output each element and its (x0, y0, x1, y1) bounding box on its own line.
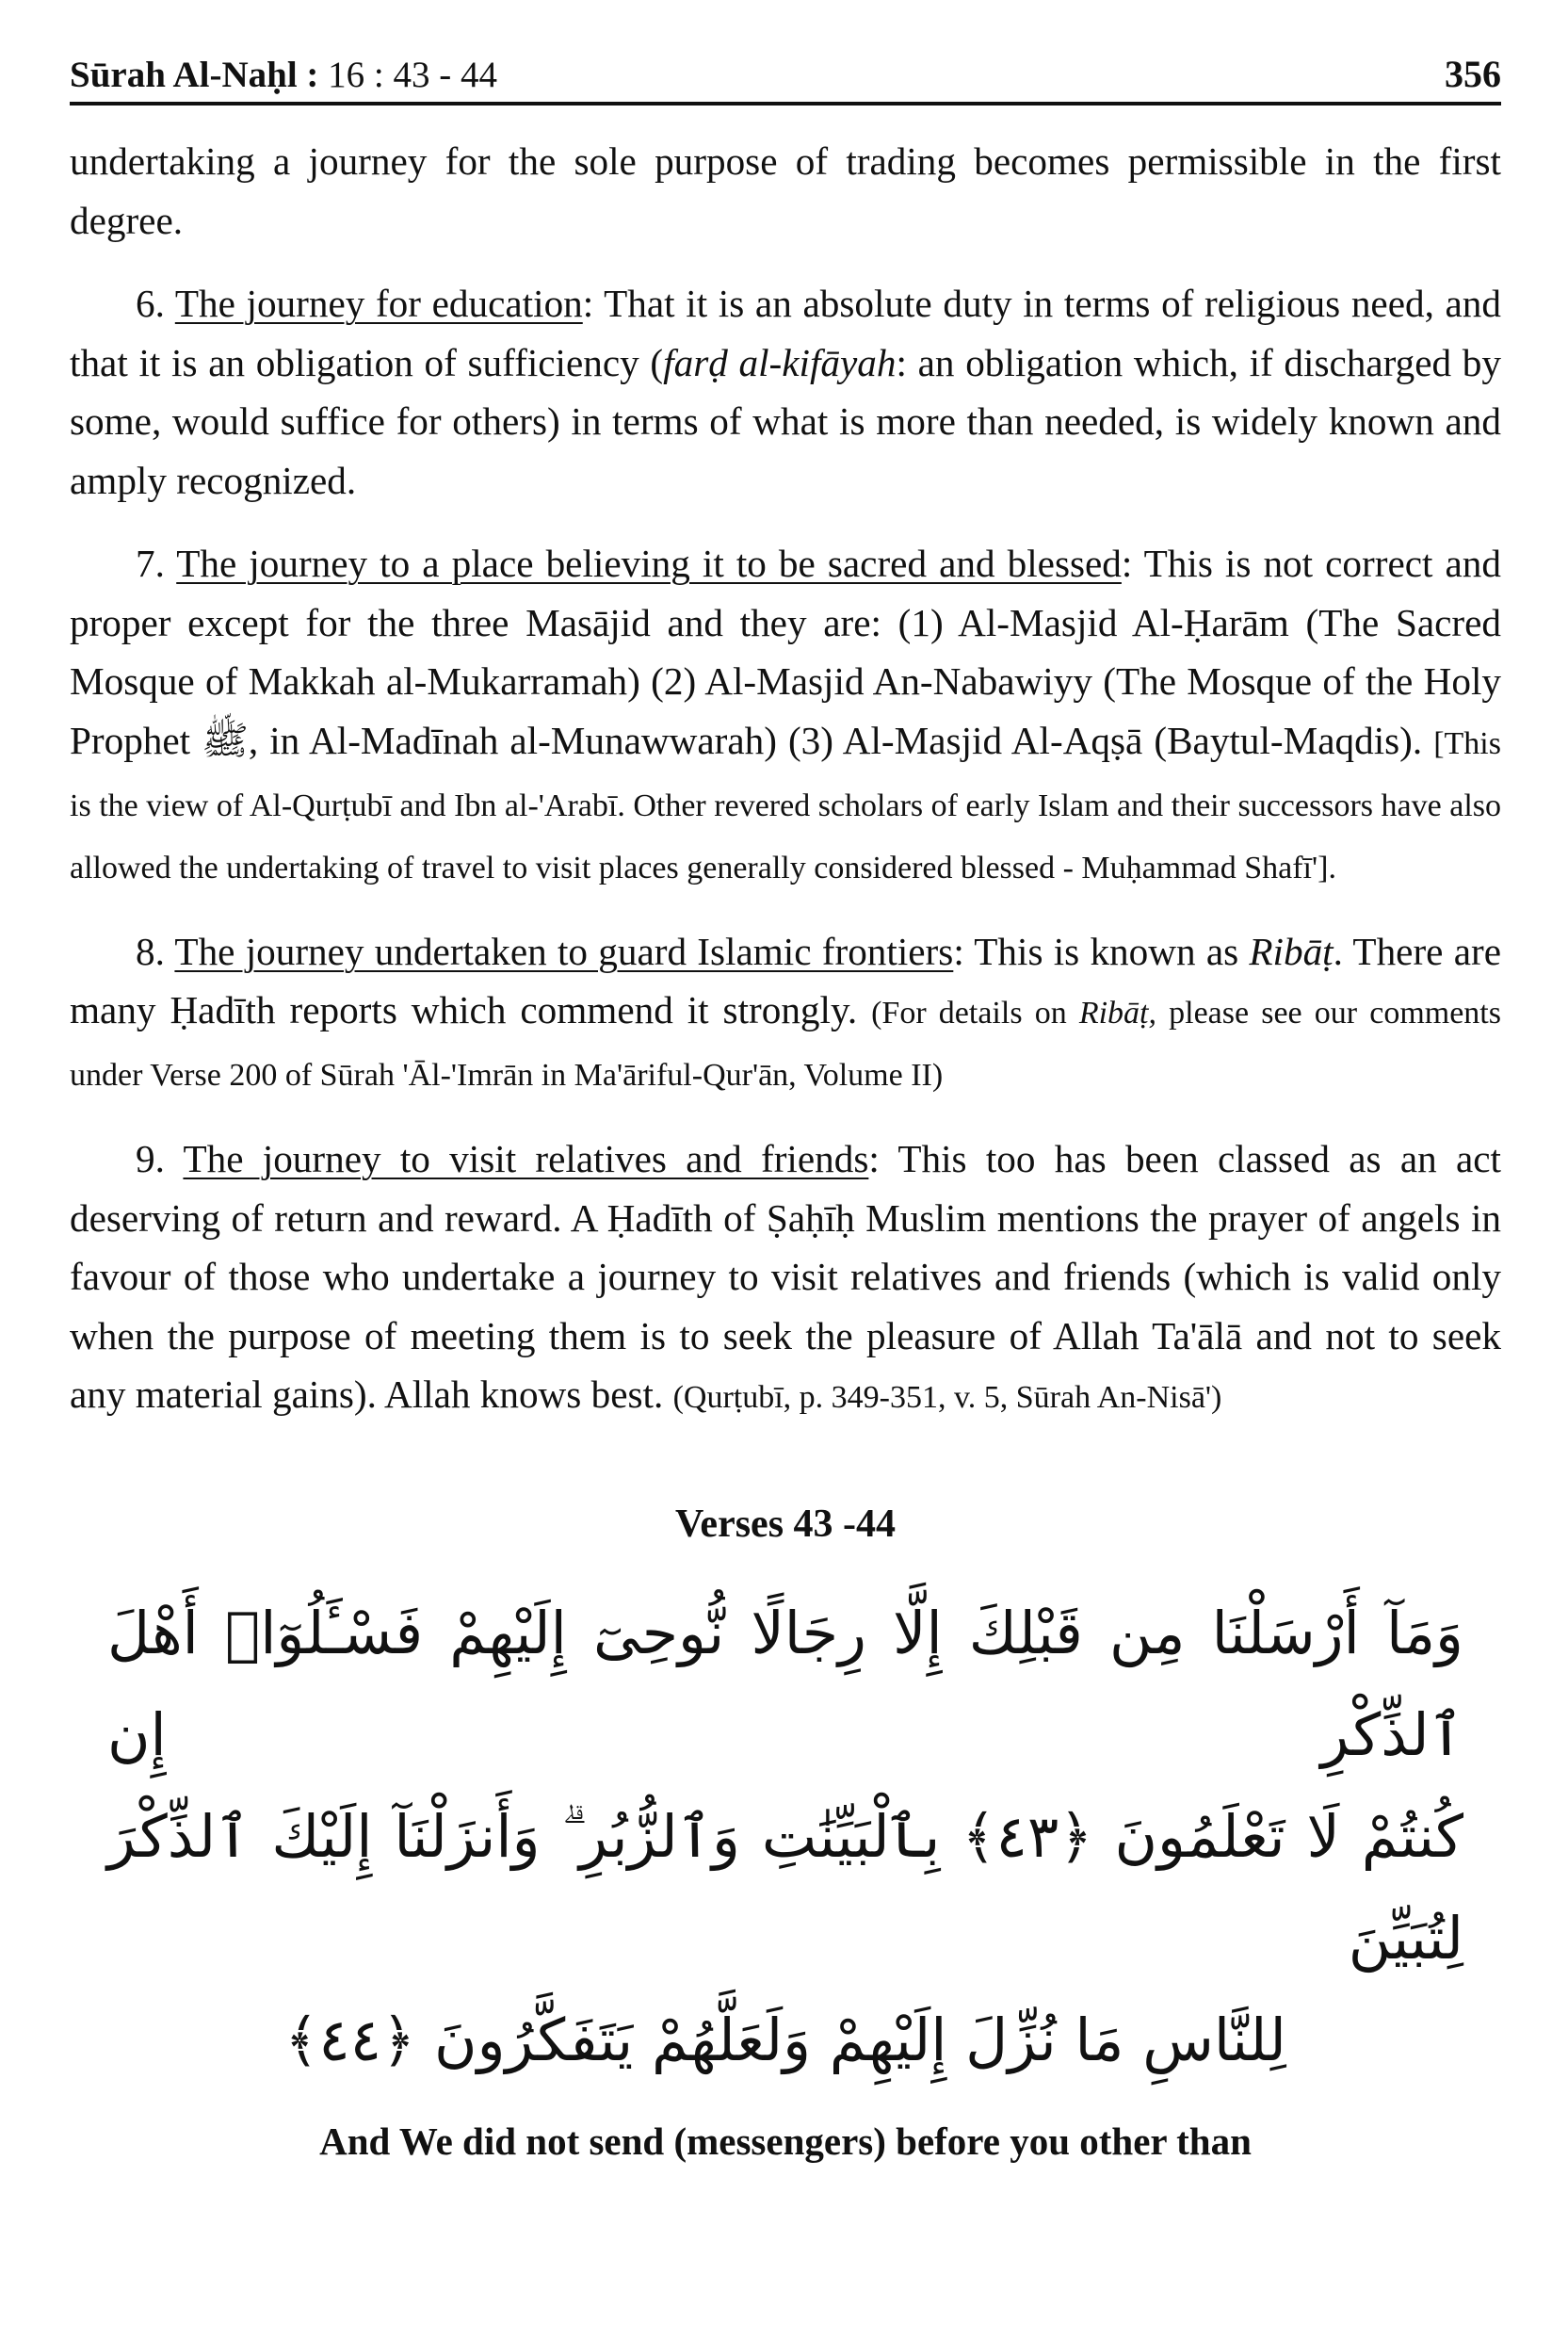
verse-reference: 16 : 43 - 44 (318, 55, 497, 95)
reference-note: (For details on Ribāṭ, please see our comments under Verse 200 of Sūrah 'Āl-'Imrān in Ma'āriful-Qur'ān, Volume II) (70, 996, 1501, 1093)
page-body (70, 132, 1501, 2170)
paragraph-9: 9. The journey to visit relatives and friends: This too has been classed as an act deserving of return and reward. A Ḥadīth of Ṣaḥīḥ Muslim mentions the prayer of angels in favour of those who undertake a journey to visit relatives and friends (which is valid only when the purpose of meeting them is to seek the pleasure of Allah Ta'ālā and not to seek any material gains). Allah knows best. (Qurṭubī, p. 349-351, v. 5, Sūrah An-Nisā') (70, 1137, 1501, 1416)
item-heading: The journey to a place believing it to be sacred and blessed (176, 542, 1122, 585)
verses-heading: Verses 43 -44 (674, 1502, 897, 1546)
surah-name: Sūrah Al-Naḥl : (70, 55, 319, 95)
running-header (70, 38, 1501, 106)
paragraph-continued: undertaking a journey for the sole purpose of trading becomes permissible in the first degree. (70, 139, 1501, 242)
paragraph-8: 8. The journey undertaken to guard Islamic frontiers: This is known as Ribāṭ. There are many Ḥadīth reports which commend it strongly. (For details on Ribāṭ, please see our comments under Verse 200 of Sūrah 'Āl-'Imrān in Ma'āriful-Qur'ān, Volume II) (70, 929, 1501, 1093)
editor-note: [This is the view of Al-Qurṭubī and Ibn al-'Arabī. Other revered scholars of early Islam and their successors have also allowed the undertaking of travel to visit places generally considered blessed - Muḥammad Shafī']. (70, 725, 1501, 885)
italic-term: Ribāṭ (1249, 929, 1334, 973)
arabic-verse-line-3: لِلنَّاسِ مَا نُزِّلَ إِلَيْهِمْ وَلَعَلَّهُمْ يَتَفَكَّرُونَ ﴿٤٤﴾ (284, 2005, 1286, 2074)
arabic-verse-line-1: وَمَآ أَرْسَلْنَا مِن قَبْلِكَ إِلَّا رِجَالًا نُّوحِىٓ إِلَيْهِمْ فَسْـَٔلُوٓا۟ أَهْلَ ٱلذِّكْرِ إِن (107, 1598, 1463, 1769)
italic-term: farḍ al-kifāyah (663, 340, 897, 384)
page-number: 356 (1445, 53, 1501, 95)
paragraph-7: 7. The journey to a place believing it to be sacred and blessed: This is not correct and proper except for the three Masājid and they are: (1) Al-Masjid Al-Ḥarām (The Sacred Mosque of Makkah al-Mukarramah) (2) Al-Masjid An-Nabawiyy (The Mosque of the Holy Prophet ﷺ, in Al-Madīnah al-Munawwarah) (3) Al-Masjid Al-Aqṣā (Baytul-Maqdis). [This is the view of Al-Qurṭubī and Ibn al-'Arabī. Other revered scholars of early Islam and their successors have also allowed the undertaking of travel to visit places generally considered blessed - Muḥammad Shafī']. (70, 542, 1501, 885)
item-heading: The journey to visit relatives and friends (183, 1137, 869, 1180)
item-heading: The journey undertaken to guard Islamic frontiers (174, 929, 954, 973)
translation-line: And We did not send (messengers) before you other than (319, 2119, 1252, 2163)
item-heading: The journey for education (174, 282, 583, 325)
citation: (Qurṭubī, p. 349-351, v. 5, Sūrah An-Nisā') (672, 1380, 1222, 1415)
arabic-verse-line-2: كُنتُمْ لَا تَعْلَمُونَ ﴿٤٣﴾ بِٱلْبَيِّنَٰتِ وَٱلزُّبُرِ ۗ وَأَنزَلْنَآ إِلَيْكَ ٱلذِّكْرَ لِتُبَيِّنَ (107, 1801, 1463, 1973)
header-title (70, 54, 497, 96)
paragraph-6: 6. The journey for education: That it is an absolute duty in terms of religious need, and that it is an obligation of sufficiency (farḍ al-kifāyah: an obligation which, if discharged by some, would suffice for others) in terms of what is more than needed, is widely known and amply recognized. (70, 282, 1501, 502)
